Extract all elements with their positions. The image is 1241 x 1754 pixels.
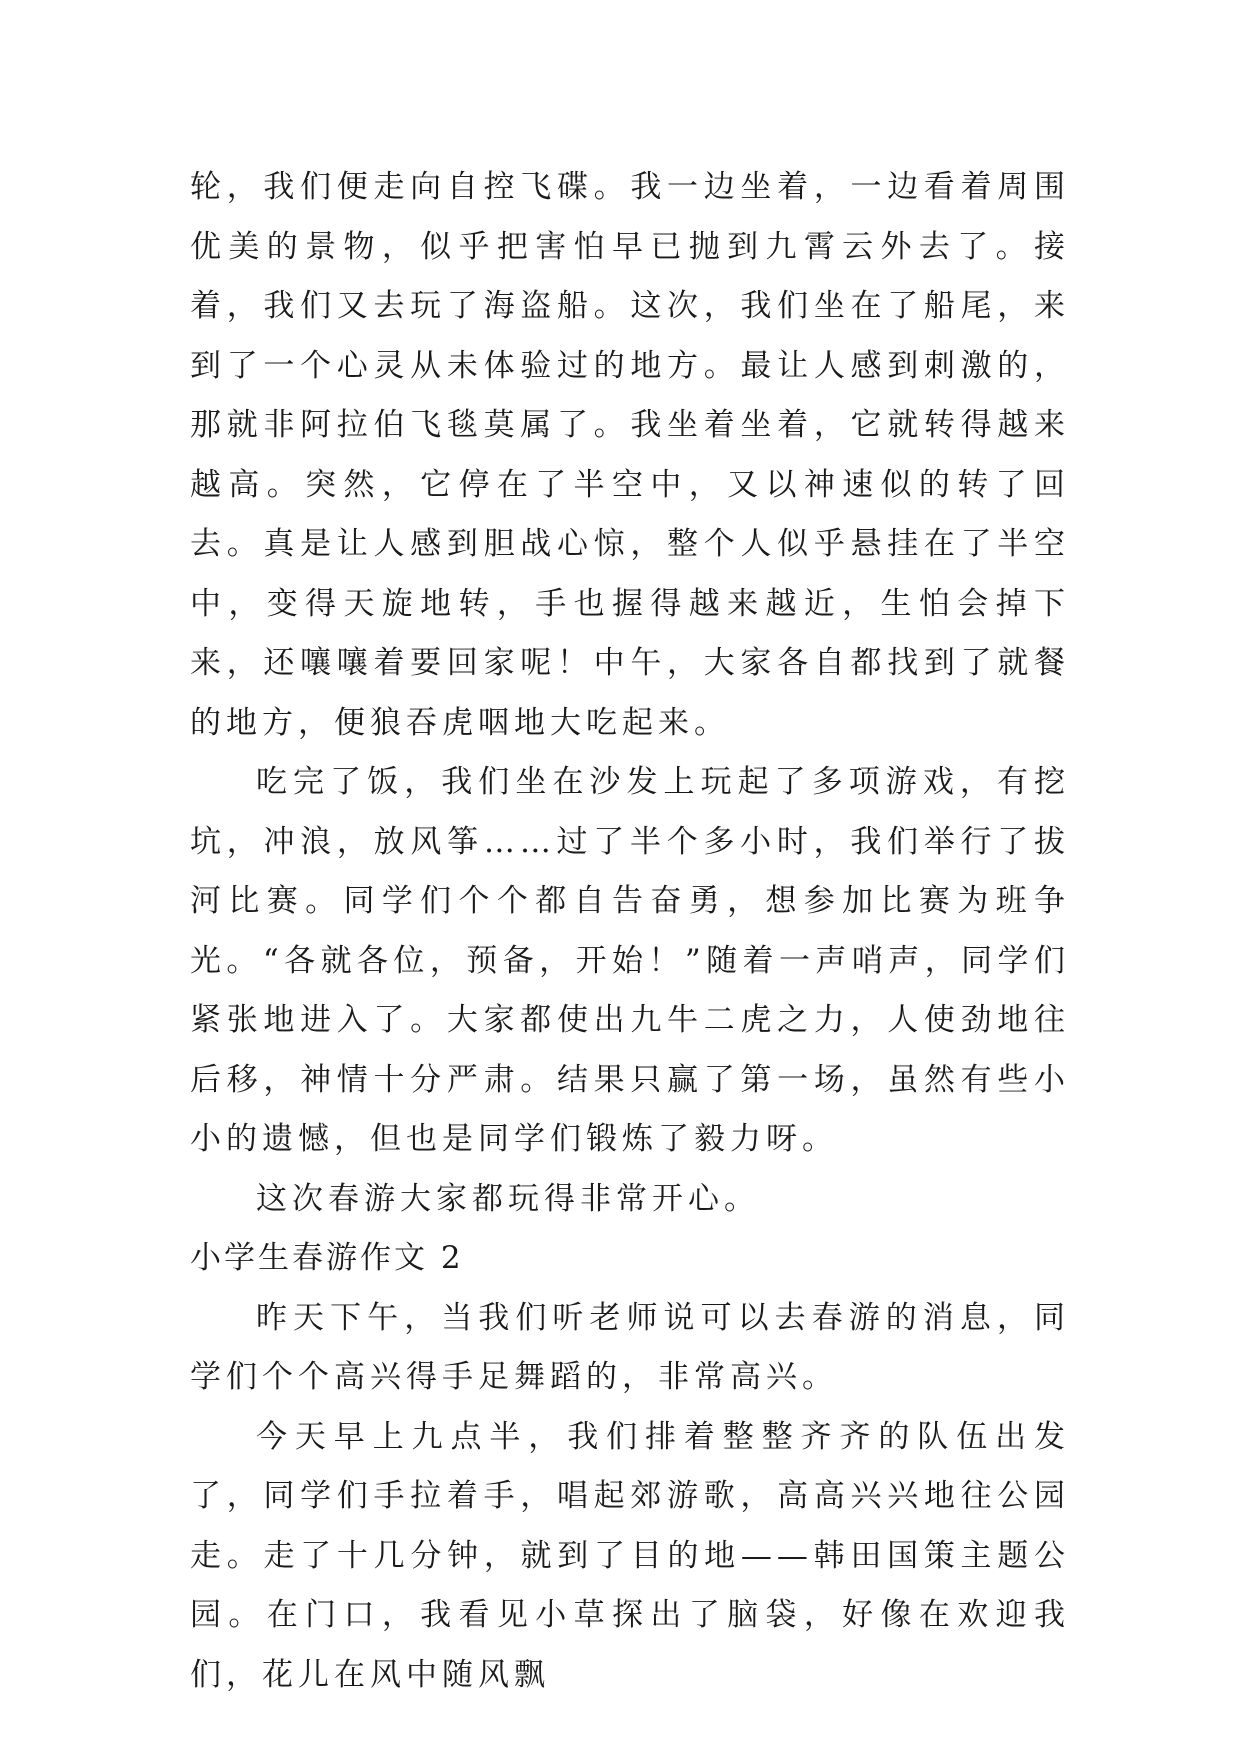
- document-body: [190, 158, 1070, 1705]
- paragraph-conclusion: 这次春游大家都玩得非常开心。: [256, 1180, 760, 1217]
- paragraph-tug-of-war: 吃完了饭，我们坐在沙发上玩起了多项游戏，有挖坑，冲浪，放风筝……过了半个多小时，我们举行了拔河比赛。同学们个个都自告奋勇，想参加比赛为班争光。“各就各位，预备，开始！”随着一声哨声，同学们紧张地进入了。大家都使出九牛二虎之力，人使劲地往后移，神情十分严肃。结果只赢了第一场，虽然有些小小的遗憾，但也是同学们锻炼了毅力呀。: [190, 764, 1070, 1157]
- paragraph-continuation: 轮，我们便走向自控飞碟。我一边坐着，一边看着周围优美的景物，似乎把害怕早已抛到九霄云外去了。接着，我们又去玩了海盗船。这次，我们坐在了船尾，来到了一个心灵从未体验过的地方。最让人感到刺激的，那就非阿拉伯飞毯莫属了。我坐着坐着，它就转得越来越高。突然，它停在了半空中，又以神速似的转了回去。真是让人感到胆战心惊，整个人似乎悬挂在了半空中，变得天旋地转，手也握得越来越近，生怕会掉下来，还嚷嚷着要回家呢！中午，大家各自都找到了就餐的地方，便狼吞虎咽地大吃起来。: [190, 169, 1070, 741]
- paragraph-departure: 今天早上九点半，我们排着整整齐齐的队伍出发了，同学们手拉着手，唱起郊游歌，高高兴兴地往公园走。走了十几分钟，就到了目的地——韩田国策主题公园。在门口，我看见小草探出了脑袋，好像在欢迎我们，花儿在风中随风飘: [190, 1418, 1070, 1693]
- essay-title: 小学生春游作文 2: [190, 1240, 464, 1276]
- paragraph-news: 昨天下午，当我们听老师说可以去春游的消息，同学们个个高兴得手足舞蹈的，非常高兴。: [190, 1299, 1070, 1395]
